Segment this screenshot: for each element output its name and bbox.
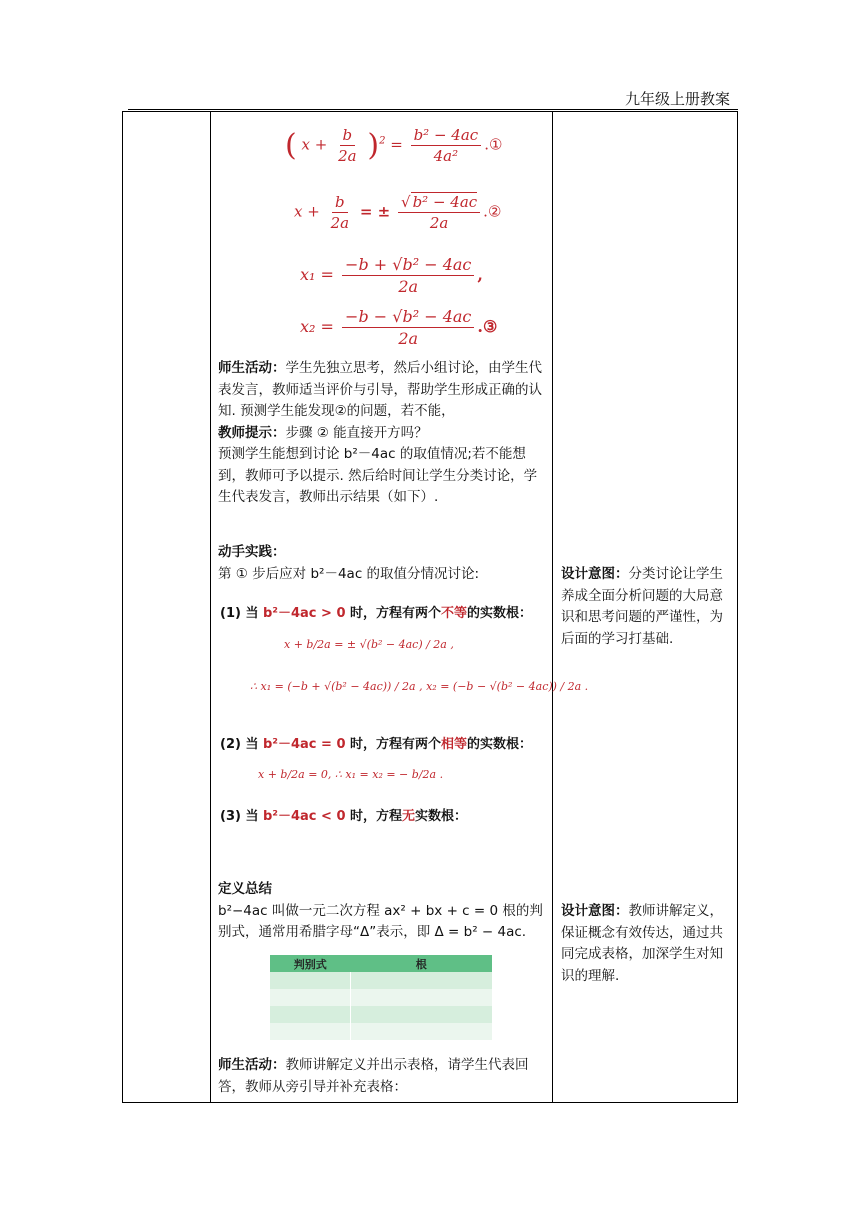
- eq4-label: x₂ =: [300, 317, 334, 337]
- discriminant-table: [270, 955, 492, 1040]
- definition-title: 定义总结: [218, 881, 272, 897]
- eq1-denominator: 2a: [338, 147, 357, 165]
- table-row: [270, 1006, 492, 1023]
- teacher-hint-label: 教师提示：: [218, 424, 286, 441]
- table-row: [270, 1023, 492, 1040]
- column-divider-right: [552, 111, 553, 1103]
- activity1-text2: 预测学生能想到讨论 b²－4ac 的取值情况;若不能想到，教师可予以提示. 然后给时间让学生分类讨论，学生代表发言，教师出示结果（如下）.: [218, 446, 538, 505]
- eq1-rhs-denominator: 4a²: [433, 147, 459, 165]
- activity1-label: 师生活动：: [218, 360, 286, 376]
- activity2-text: 教师讲解定义并出示表格，请学生代表回答，教师从旁引导并补充表格：: [218, 1057, 529, 1095]
- design-intent-1: [561, 564, 733, 650]
- case2-suffix: 的实数根：: [467, 737, 533, 752]
- table-header-discriminant: 判别式: [270, 955, 351, 972]
- case2-equation: x + b/2a = 0, ∴ x₁ = x₂ = − b/2a .: [258, 768, 444, 781]
- eq3-label: x₁ =: [300, 265, 334, 285]
- case2-prefix: (2) 当: [220, 737, 263, 752]
- case1-prefix: (1) 当: [220, 606, 263, 621]
- design-intent-2-label: 设计意图：: [561, 903, 629, 919]
- practice-title: 动手实践：: [218, 544, 286, 560]
- page-header: 九年级上册教案: [624, 90, 730, 108]
- case1-condition: b²－4ac > 0: [262, 606, 346, 621]
- case2-mid: 时，方程有两个: [345, 737, 442, 752]
- header-rule: [128, 109, 738, 110]
- equation-1: ( x + $\frac{b}{2a}$ )$^2$ = $\frac{\text{b² − 4ac}}{\text{4a²}}$ .①: [285, 126, 503, 165]
- practice-line: 第 ① 步后应对 b²－4ac 的取值分情况讨论:: [218, 565, 480, 582]
- eq1-numerator: b: [340, 126, 356, 146]
- case3-suffix: 实数根：: [415, 809, 468, 824]
- eq4-numerator: −b − √b² − 4ac: [342, 307, 474, 328]
- case3-mid: 时，方程: [345, 809, 403, 824]
- eq2-x: x +: [294, 202, 320, 221]
- eq1-mark: .①: [484, 135, 503, 154]
- eq2-plus-minus: = ±: [359, 202, 391, 221]
- activity1-text: 学生先独立思考，然后小组讨论，由学生代表发言，教师适当评价与引导，帮助学生形成正确的认知. 预测学生能发现②的问题，若不能，: [218, 360, 542, 419]
- eq4-tail: .③: [477, 317, 498, 337]
- practice-section: [218, 542, 548, 585]
- table-row: [270, 989, 492, 1006]
- eq3-numerator: −b + √b² − 4ac: [342, 255, 474, 276]
- case3-prefix: (3) 当: [220, 809, 263, 824]
- activity-1: [218, 358, 548, 509]
- eq4-denominator: 2a: [398, 329, 419, 349]
- eq1-rhs-numerator: b² − 4ac: [411, 126, 482, 146]
- design-intent-2-text: 教师讲解定义，保证概念有效传达，通过共同完成表格，加深学生对知识的理解.: [561, 903, 723, 984]
- case1-equation-2: ∴ x₁ = (−b + √(b² − 4ac)) / 2a , x₂ = (−b − √(b² − 4ac)) / 2a .: [250, 680, 589, 693]
- table-header-roots: 根: [351, 955, 493, 972]
- definition-text: b²−4ac 叫做一元二次方程 ax² + bx + c = 0 根的判别式，通常用希腊字母“Δ”表示，即 Δ = b² − 4ac.: [218, 902, 543, 940]
- case1-equation-1: x + b/2a = ± √(b² − 4ac) / 2a ,: [284, 638, 454, 651]
- activity-2: [218, 1055, 548, 1098]
- equation-4: [300, 307, 497, 348]
- eq2-mark: .②: [483, 202, 502, 221]
- table-row: [270, 972, 492, 989]
- eq2-rhs-denominator: 2a: [429, 214, 449, 232]
- case3-condition: b²－4ac < 0: [262, 809, 346, 824]
- activity2-label: 师生活动：: [218, 1057, 286, 1073]
- case-2: [220, 733, 532, 752]
- case2-keyword: 相等: [441, 737, 468, 752]
- case1-suffix: 的实数根：: [467, 606, 533, 621]
- case1-mid: 时，方程有两个: [345, 606, 442, 621]
- design-intent-1-text: 分类讨论让学生养成全面分析问题的大局意识和思考问题的严谨性，为后面的学习打基础.: [561, 566, 723, 647]
- case2-condition: b²－4ac = 0: [262, 737, 346, 752]
- equation-3: [300, 255, 483, 296]
- eq3-denominator: 2a: [398, 277, 419, 297]
- case1-keyword: 不等: [441, 606, 468, 621]
- teacher-hint-text: 步骤 ② 能直接开方吗？: [285, 424, 428, 441]
- column-divider-left: [210, 111, 211, 1103]
- case-1: [220, 602, 532, 621]
- case-3: [220, 805, 467, 824]
- design-intent-1-label: 设计意图：: [561, 566, 629, 582]
- eq3-tail: ,: [477, 265, 483, 285]
- design-intent-2: [561, 901, 733, 987]
- case3-keyword: 无: [402, 809, 416, 824]
- eq2-radicand: b² − 4ac: [412, 193, 478, 211]
- equation-2: x + $\frac{b}{2a}$ = ± $\frac{\text{√ b² − 4ac}}{2a}$ .②: [294, 193, 502, 232]
- eq2-denominator: 2a: [330, 214, 350, 232]
- eq2-numerator: b: [332, 193, 348, 213]
- definition-section: [218, 879, 548, 944]
